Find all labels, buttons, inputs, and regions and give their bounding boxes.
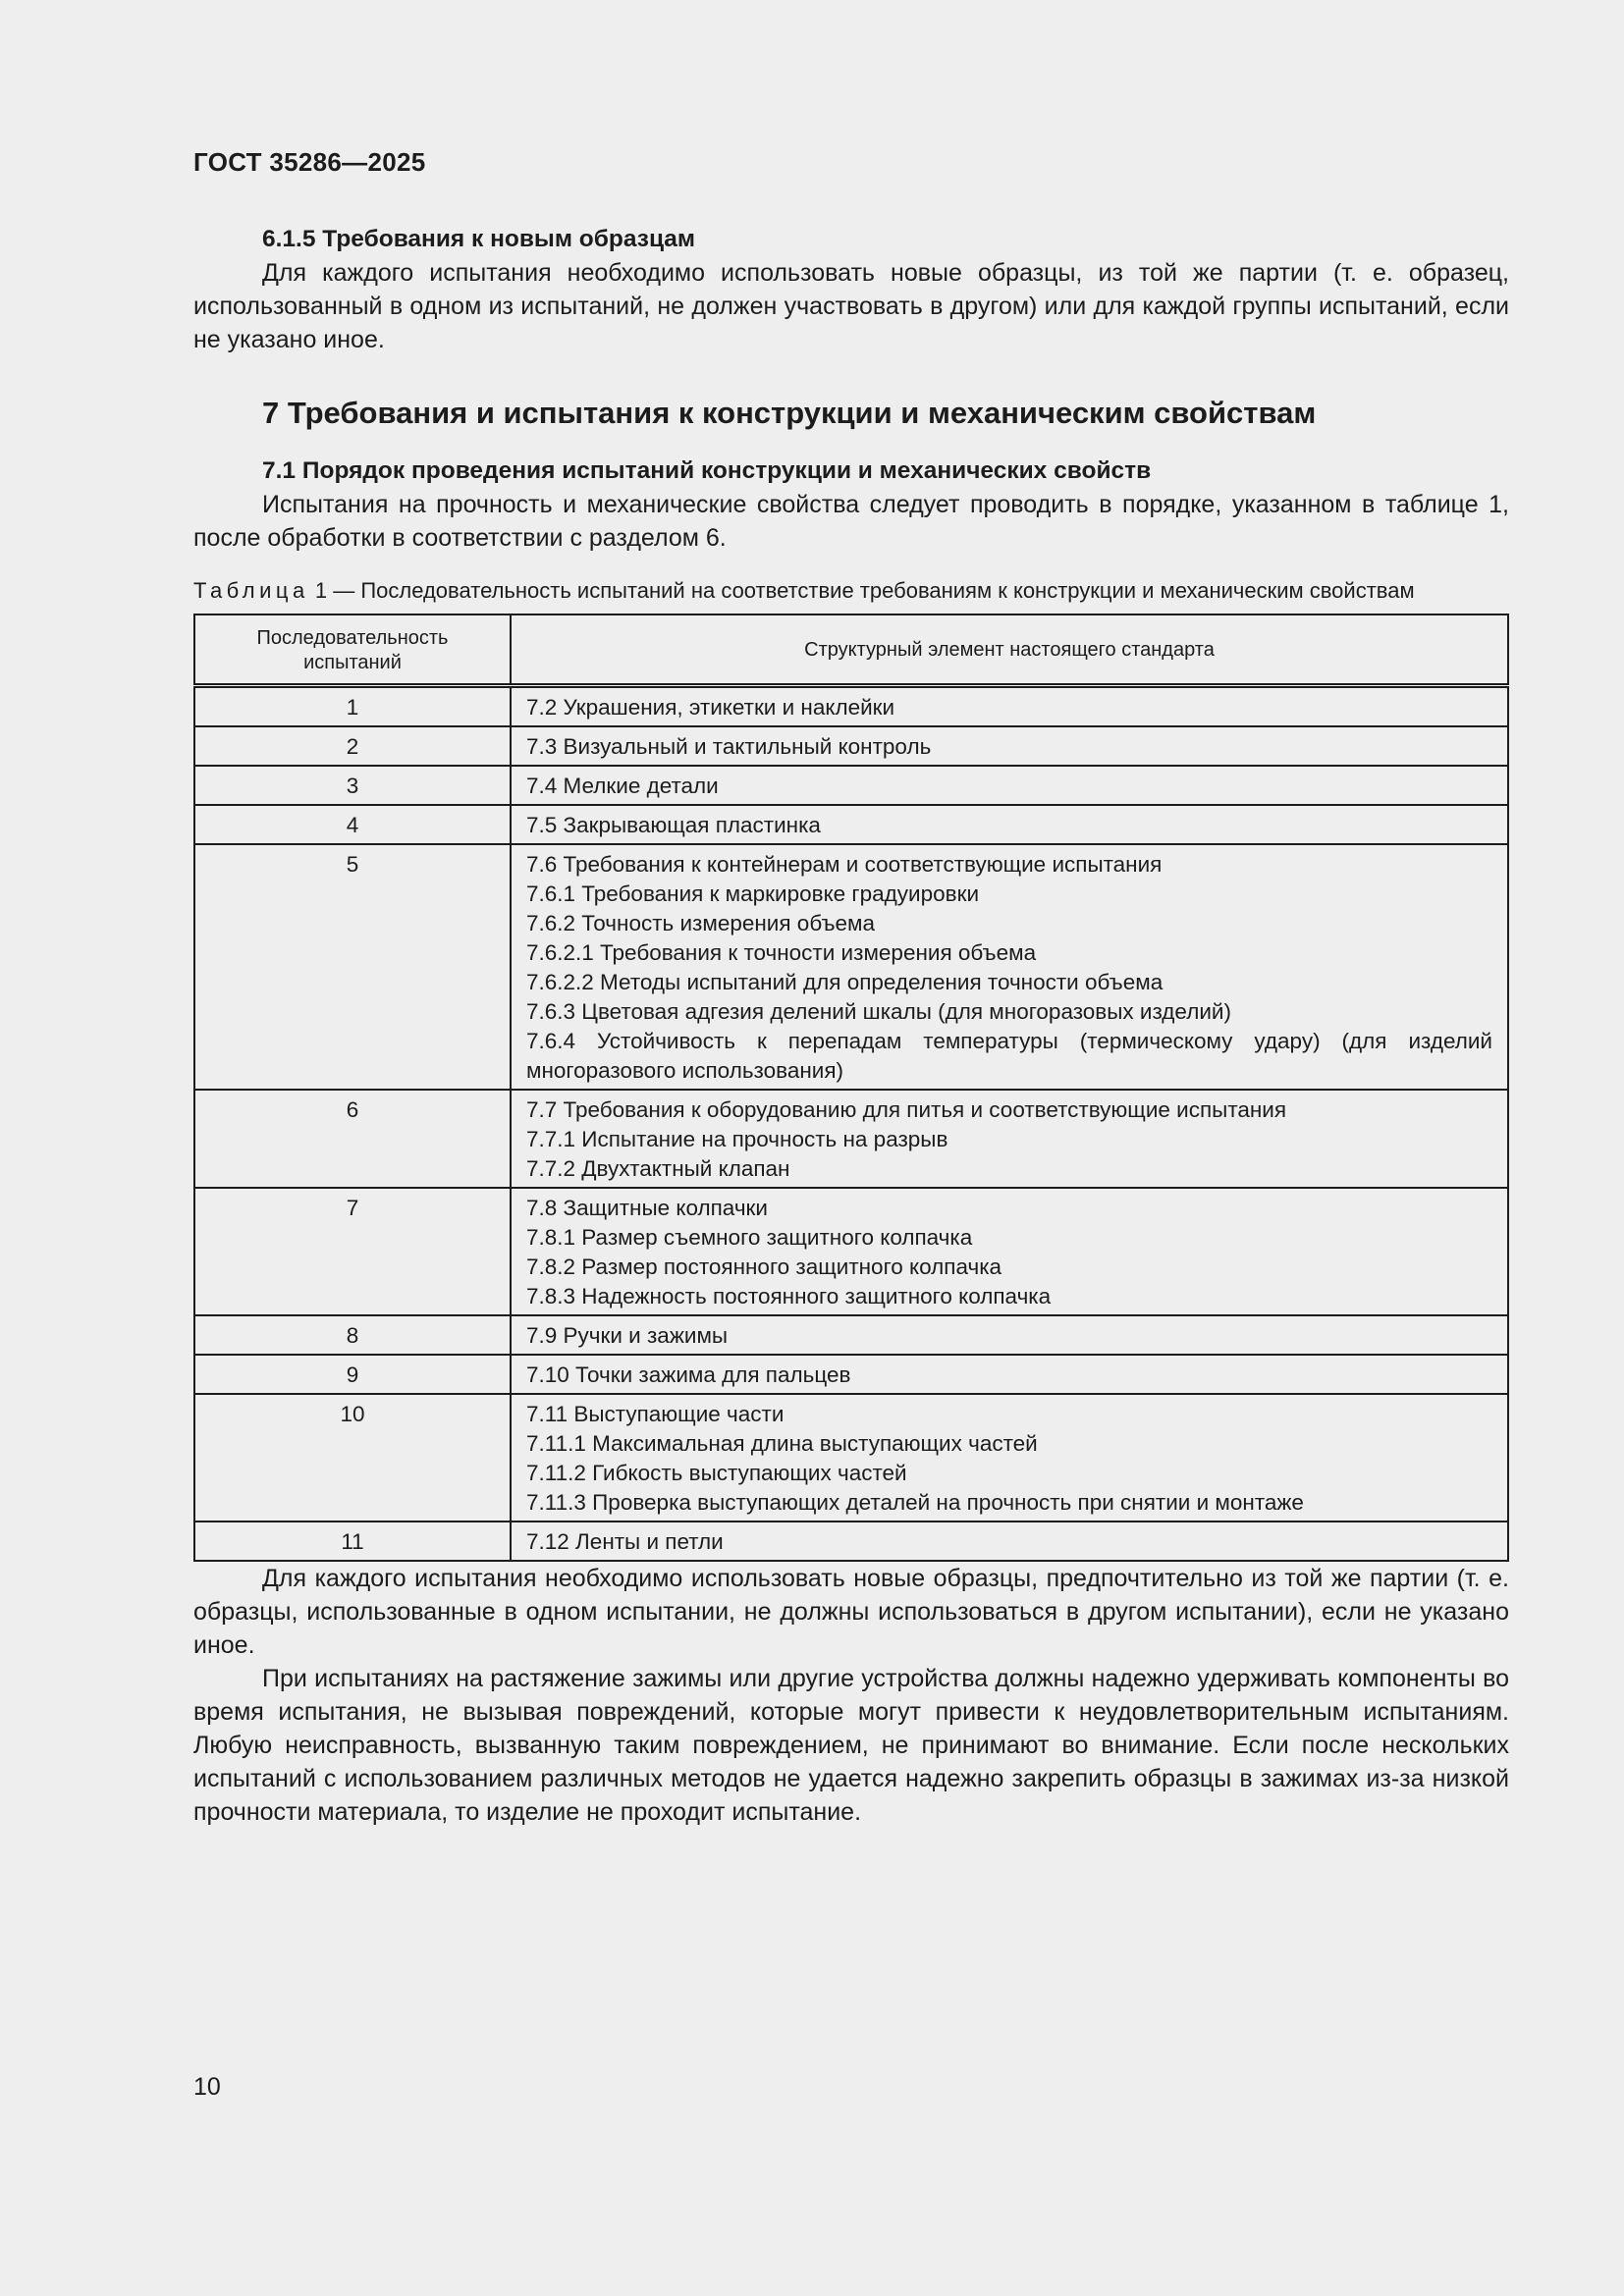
section-7-1-text: Испытания на прочность и механические свойства следует проводить в порядке, указанном в таблице 1, после обработки в соответствии с разделом 6. bbox=[193, 491, 1509, 552]
element-line: 7.11.1 Максимальная длина выступающих частей bbox=[526, 1431, 1038, 1456]
sequence-number: 8 bbox=[194, 1315, 511, 1355]
table-row bbox=[194, 726, 1508, 766]
section-6-1-5-text: Для каждого испытания необходимо использовать новые образцы, из той же партии (т. е. образец, использованный в одном из испытаний, не должен участвовать в другом) или для каждой группы испытаний, если не указано иное. bbox=[193, 259, 1509, 353]
structural-elements bbox=[511, 844, 1508, 1090]
element-line: 7.6 Требования к контейнерам и соответствующие испытания bbox=[526, 852, 1163, 877]
table-row bbox=[194, 766, 1508, 805]
structural-elements bbox=[511, 1394, 1508, 1522]
element-line: 7.4 Мелкие детали bbox=[526, 774, 719, 798]
element-line: 7.3 Визуальный и тактильный контроль bbox=[526, 734, 932, 759]
element-line: 7.6.1 Требования к маркировке градуировки bbox=[526, 881, 980, 906]
sequence-number: 4 bbox=[194, 805, 511, 844]
table-body bbox=[194, 686, 1508, 1562]
element-line: 7.5 Закрывающая пластинка bbox=[526, 813, 821, 837]
structural-elements bbox=[511, 1315, 1508, 1355]
sequence-number: 11 bbox=[194, 1522, 511, 1561]
table-row bbox=[194, 686, 1508, 727]
element-line: 7.8.2 Размер постоянного защитного колпачка bbox=[526, 1255, 1002, 1279]
table-row bbox=[194, 1355, 1508, 1394]
table-caption-label: Таблица bbox=[193, 578, 309, 603]
table-caption-text: 1 — Последовательность испытаний на соответствие требованиям к конструкции и механическим свойствам bbox=[308, 578, 1415, 603]
sequence-number: 3 bbox=[194, 766, 511, 805]
table-row bbox=[194, 805, 1508, 844]
structural-elements bbox=[511, 726, 1508, 766]
test-sequence-table bbox=[193, 614, 1509, 1562]
element-line: 7.11 Выступающие части bbox=[526, 1402, 785, 1426]
document-id: ГОСТ 35286—2025 bbox=[193, 147, 426, 177]
element-line: 7.12 Ленты и петли bbox=[526, 1529, 724, 1554]
element-line: 7.6.2.1 Требования к точности измерения объема bbox=[526, 940, 1037, 965]
after-table-paragraph-1: Для каждого испытания необходимо использовать новые образцы, предпочтительно из той же партии (т. е. образцы, использованные в одном испытании, не должны использоваться в другом испытании), если не указано иное. bbox=[193, 1565, 1509, 1659]
element-line: 7.8.3 Надежность постоянного защитного колпачка bbox=[526, 1284, 1052, 1308]
element-line: 7.8 Защитные колпачки bbox=[526, 1196, 768, 1220]
element-line: 7.9 Ручки и зажимы bbox=[526, 1323, 729, 1348]
structural-elements bbox=[511, 686, 1508, 727]
element-line: 7.11.3 Проверка выступающих деталей на прочность при снятии и монтаже bbox=[526, 1490, 1304, 1515]
element-line: 7.2 Украшения, этикетки и наклейки bbox=[526, 695, 895, 720]
structural-elements bbox=[511, 805, 1508, 844]
sequence-number: 7 bbox=[194, 1188, 511, 1315]
page-content bbox=[193, 223, 1509, 1829]
table-caption bbox=[193, 578, 1509, 604]
structural-elements bbox=[511, 1090, 1508, 1188]
section-6-1-5-title: 6.1.5 Требования к новым образцам bbox=[262, 226, 696, 252]
element-line: 7.6.2.2 Методы испытаний для определения точности объема bbox=[526, 970, 1164, 994]
element-line: 7.6.4 Устойчивость к перепадам температуры (термическому удару) (для изделий многоразового использования) bbox=[526, 1029, 1492, 1083]
table-row bbox=[194, 1315, 1508, 1355]
element-line: 7.7.2 Двухтактный клапан bbox=[526, 1156, 790, 1181]
table-row bbox=[194, 1394, 1508, 1522]
table-header-row bbox=[194, 614, 1508, 686]
element-line: 7.11.2 Гибкость выступающих частей bbox=[526, 1461, 907, 1485]
table-row bbox=[194, 1522, 1508, 1561]
structural-elements bbox=[511, 766, 1508, 805]
element-line: 7.6.2 Точность измерения объема bbox=[526, 911, 876, 935]
sequence-number: 9 bbox=[194, 1355, 511, 1394]
section-7-title: 7 Требования и испытания к конструкции и механическим свойствам bbox=[262, 396, 1317, 430]
table-row bbox=[194, 1188, 1508, 1315]
page-number: 10 bbox=[193, 2073, 221, 2101]
element-line: 7.8.1 Размер съемного защитного колпачка bbox=[526, 1225, 973, 1250]
sequence-number: 1 bbox=[194, 686, 511, 727]
table-row bbox=[194, 844, 1508, 1090]
sequence-number: 6 bbox=[194, 1090, 511, 1188]
section-7-1-title: 7.1 Порядок проведения испытаний конструкции и механических свойств bbox=[262, 457, 1152, 484]
header-sequence: Последовательность испытаний bbox=[194, 614, 511, 686]
structural-elements bbox=[511, 1522, 1508, 1561]
structural-elements bbox=[511, 1355, 1508, 1394]
element-line: 7.7.1 Испытание на прочность на разрыв bbox=[526, 1127, 948, 1151]
sequence-number: 2 bbox=[194, 726, 511, 766]
structural-elements bbox=[511, 1188, 1508, 1315]
header-element: Структурный элемент настоящего стандарта bbox=[511, 614, 1508, 686]
after-table-paragraph-2: При испытаниях на растяжение зажимы или другие устройства должны надежно удерживать компоненты во время испытания, не вызывая повреждений, которые могут привести к неудовлетворительным испытаниям. Любую неисправность, вызванную таким повреждением, не принимают во внимание. Если после нескольких испытаний с использованием различных методов не удается надежно закрепить образцы в зажимах из-за низкой прочности материала, то изделие не проходит испытание. bbox=[193, 1665, 1509, 1826]
sequence-number: 10 bbox=[194, 1394, 511, 1522]
element-line: 7.6.3 Цветовая адгезия делений шкалы (для многоразовых изделий) bbox=[526, 999, 1231, 1024]
element-line: 7.10 Точки зажима для пальцев bbox=[526, 1362, 851, 1387]
element-line: 7.7 Требования к оборудованию для питья и соответствующие испытания bbox=[526, 1097, 1287, 1122]
table-row bbox=[194, 1090, 1508, 1188]
sequence-number: 5 bbox=[194, 844, 511, 1090]
